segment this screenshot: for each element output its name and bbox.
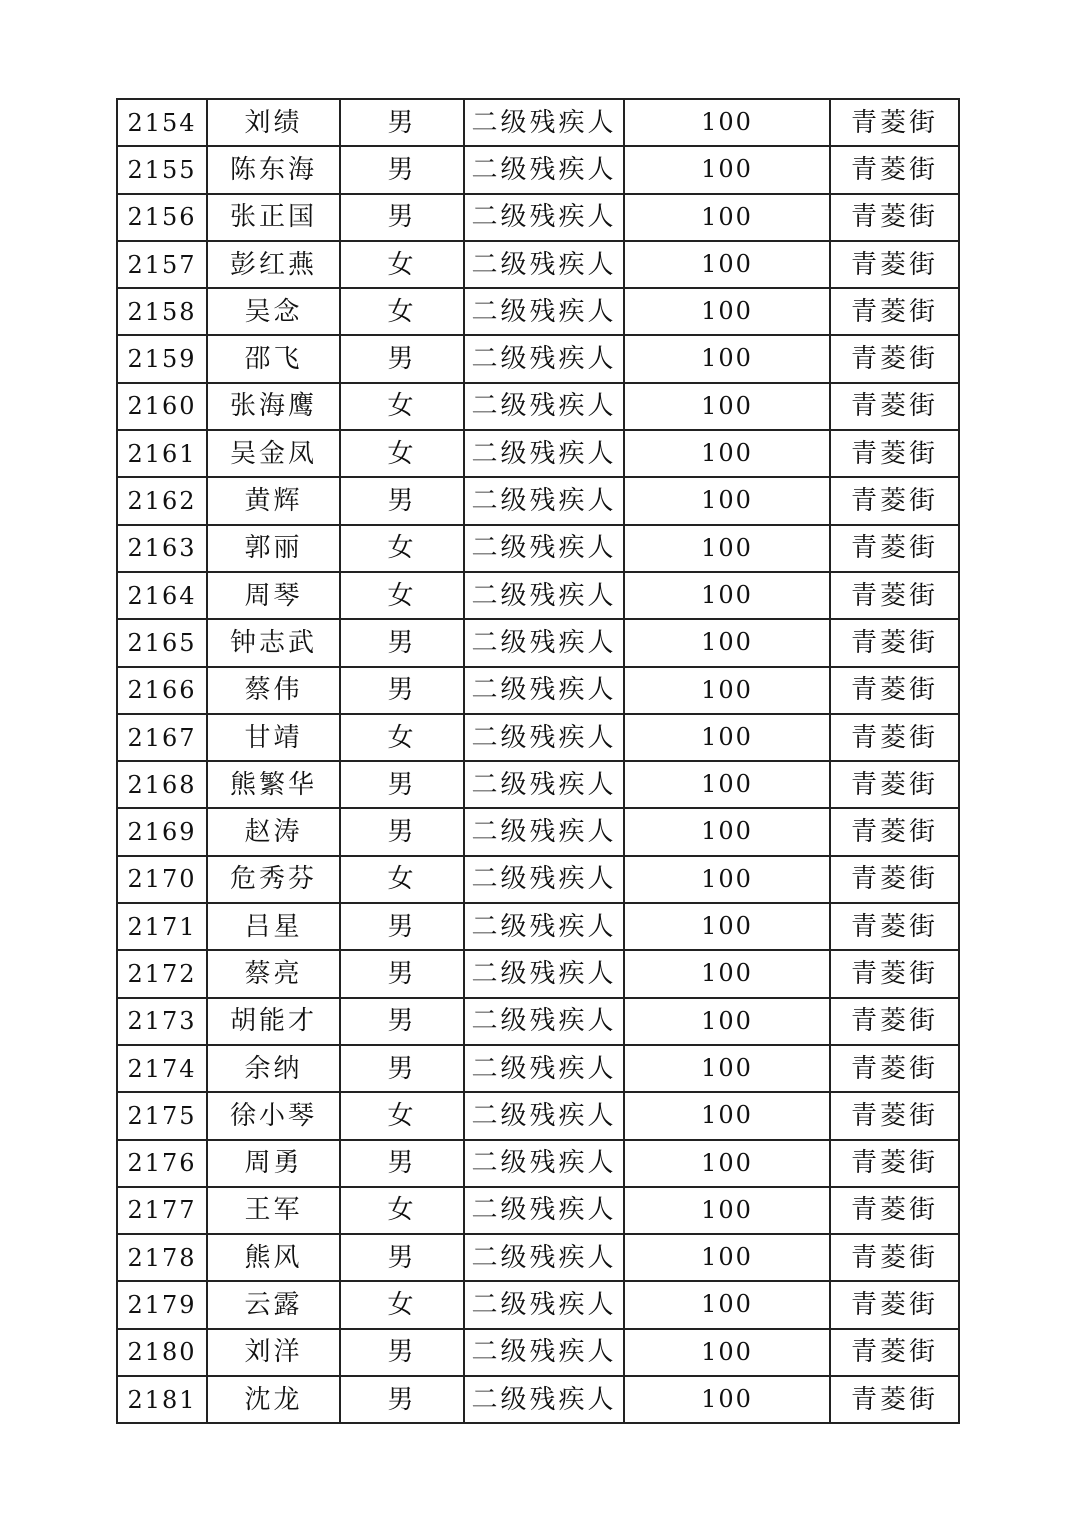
disability-level-cell: 二级残疾人 <box>464 1187 624 1234</box>
gender-cell: 男 <box>340 950 464 997</box>
amount-cell: 100 <box>624 1045 830 1092</box>
table-row <box>117 1376 959 1423</box>
street-cell: 青菱街 <box>830 714 959 761</box>
amount-cell: 100 <box>624 714 830 761</box>
row-number-cell: 2158 <box>117 288 207 335</box>
street-cell: 青菱街 <box>830 383 959 430</box>
table-row <box>117 146 959 193</box>
disability-level-cell: 二级残疾人 <box>464 1234 624 1281</box>
disability-level-cell: 二级残疾人 <box>464 761 624 808</box>
name-cell: 陈东海 <box>207 146 340 193</box>
amount-cell: 100 <box>624 667 830 714</box>
table-row <box>117 619 959 666</box>
name-cell: 周勇 <box>207 1140 340 1187</box>
name-cell: 云露 <box>207 1281 340 1328</box>
street-cell: 青菱街 <box>830 477 959 524</box>
amount-cell: 100 <box>624 856 830 903</box>
row-number-cell: 2167 <box>117 714 207 761</box>
name-cell: 蔡亮 <box>207 950 340 997</box>
row-number-cell: 2157 <box>117 241 207 288</box>
gender-cell: 男 <box>340 903 464 950</box>
gender-cell: 女 <box>340 1092 464 1139</box>
street-cell: 青菱街 <box>830 146 959 193</box>
table-row <box>117 335 959 382</box>
gender-cell: 男 <box>340 335 464 382</box>
street-cell: 青菱街 <box>830 950 959 997</box>
row-number-cell: 2173 <box>117 998 207 1045</box>
street-cell: 青菱街 <box>830 856 959 903</box>
name-cell: 刘绩 <box>207 99 340 146</box>
gender-cell: 女 <box>340 1281 464 1328</box>
gender-cell: 男 <box>340 194 464 241</box>
gender-cell: 男 <box>340 99 464 146</box>
name-cell: 郭丽 <box>207 525 340 572</box>
table-row <box>117 430 959 477</box>
name-cell: 王军 <box>207 1187 340 1234</box>
disability-level-cell: 二级残疾人 <box>464 1281 624 1328</box>
gender-cell: 男 <box>340 1234 464 1281</box>
row-number-cell: 2154 <box>117 99 207 146</box>
table-row <box>117 808 959 855</box>
street-cell: 青菱街 <box>830 808 959 855</box>
street-cell: 青菱街 <box>830 430 959 477</box>
row-number-cell: 2168 <box>117 761 207 808</box>
street-cell: 青菱街 <box>830 1092 959 1139</box>
gender-cell: 男 <box>340 998 464 1045</box>
amount-cell: 100 <box>624 1281 830 1328</box>
amount-cell: 100 <box>624 146 830 193</box>
disability-level-cell: 二级残疾人 <box>464 1092 624 1139</box>
disability-level-cell: 二级残疾人 <box>464 619 624 666</box>
amount-cell: 100 <box>624 950 830 997</box>
gender-cell: 女 <box>340 1187 464 1234</box>
table-row <box>117 241 959 288</box>
table-row <box>117 572 959 619</box>
amount-cell: 100 <box>624 241 830 288</box>
disability-level-cell: 二级残疾人 <box>464 1045 624 1092</box>
disability-level-cell: 二级残疾人 <box>464 194 624 241</box>
amount-cell: 100 <box>624 1376 830 1423</box>
disability-level-cell: 二级残疾人 <box>464 477 624 524</box>
street-cell: 青菱街 <box>830 241 959 288</box>
name-cell: 胡能才 <box>207 998 340 1045</box>
gender-cell: 女 <box>340 714 464 761</box>
gender-cell: 男 <box>340 1329 464 1376</box>
disability-level-cell: 二级残疾人 <box>464 903 624 950</box>
disability-level-cell: 二级残疾人 <box>464 146 624 193</box>
table-row <box>117 1092 959 1139</box>
street-cell: 青菱街 <box>830 1187 959 1234</box>
street-cell: 青菱街 <box>830 1329 959 1376</box>
gender-cell: 女 <box>340 525 464 572</box>
row-number-cell: 2156 <box>117 194 207 241</box>
row-number-cell: 2155 <box>117 146 207 193</box>
street-cell: 青菱街 <box>830 1234 959 1281</box>
name-cell: 沈龙 <box>207 1376 340 1423</box>
amount-cell: 100 <box>624 903 830 950</box>
disability-level-cell: 二级残疾人 <box>464 335 624 382</box>
disability-level-cell: 二级残疾人 <box>464 430 624 477</box>
gender-cell: 男 <box>340 1140 464 1187</box>
name-cell: 邵飞 <box>207 335 340 382</box>
amount-cell: 100 <box>624 430 830 477</box>
amount-cell: 100 <box>624 477 830 524</box>
name-cell: 张海鹰 <box>207 383 340 430</box>
gender-cell: 女 <box>340 241 464 288</box>
table-row <box>117 288 959 335</box>
name-cell: 黄辉 <box>207 477 340 524</box>
street-cell: 青菱街 <box>830 1140 959 1187</box>
amount-cell: 100 <box>624 1234 830 1281</box>
amount-cell: 100 <box>624 288 830 335</box>
row-number-cell: 2174 <box>117 1045 207 1092</box>
amount-cell: 100 <box>624 1092 830 1139</box>
table-row <box>117 761 959 808</box>
street-cell: 青菱街 <box>830 1376 959 1423</box>
name-cell: 熊繁华 <box>207 761 340 808</box>
table-row <box>117 99 959 146</box>
name-cell: 吕星 <box>207 903 340 950</box>
amount-cell: 100 <box>624 761 830 808</box>
street-cell: 青菱街 <box>830 335 959 382</box>
street-cell: 青菱街 <box>830 99 959 146</box>
row-number-cell: 2181 <box>117 1376 207 1423</box>
street-cell: 青菱街 <box>830 288 959 335</box>
gender-cell: 女 <box>340 572 464 619</box>
amount-cell: 100 <box>624 572 830 619</box>
street-cell: 青菱街 <box>830 998 959 1045</box>
amount-cell: 100 <box>624 1140 830 1187</box>
amount-cell: 100 <box>624 99 830 146</box>
name-cell: 徐小琴 <box>207 1092 340 1139</box>
street-cell: 青菱街 <box>830 194 959 241</box>
disability-level-cell: 二级残疾人 <box>464 856 624 903</box>
disability-level-cell: 二级残疾人 <box>464 950 624 997</box>
row-number-cell: 2165 <box>117 619 207 666</box>
name-cell: 危秀芬 <box>207 856 340 903</box>
name-cell: 吴念 <box>207 288 340 335</box>
row-number-cell: 2170 <box>117 856 207 903</box>
gender-cell: 男 <box>340 146 464 193</box>
disability-level-cell: 二级残疾人 <box>464 288 624 335</box>
name-cell: 蔡伟 <box>207 667 340 714</box>
row-number-cell: 2177 <box>117 1187 207 1234</box>
disability-level-cell: 二级残疾人 <box>464 808 624 855</box>
amount-cell: 100 <box>624 808 830 855</box>
row-number-cell: 2178 <box>117 1234 207 1281</box>
row-number-cell: 2163 <box>117 525 207 572</box>
row-number-cell: 2180 <box>117 1329 207 1376</box>
street-cell: 青菱街 <box>830 667 959 714</box>
disability-level-cell: 二级残疾人 <box>464 99 624 146</box>
table-row <box>117 1234 959 1281</box>
gender-cell: 男 <box>340 761 464 808</box>
amount-cell: 100 <box>624 335 830 382</box>
gender-cell: 女 <box>340 856 464 903</box>
gender-cell: 男 <box>340 667 464 714</box>
table-row <box>117 477 959 524</box>
row-number-cell: 2159 <box>117 335 207 382</box>
row-number-cell: 2164 <box>117 572 207 619</box>
name-cell: 吴金凤 <box>207 430 340 477</box>
disability-level-cell: 二级残疾人 <box>464 667 624 714</box>
name-cell: 赵涛 <box>207 808 340 855</box>
disability-level-cell: 二级残疾人 <box>464 525 624 572</box>
amount-cell: 100 <box>624 194 830 241</box>
table-row <box>117 998 959 1045</box>
disability-level-cell: 二级残疾人 <box>464 714 624 761</box>
amount-cell: 100 <box>624 1187 830 1234</box>
disability-level-cell: 二级残疾人 <box>464 998 624 1045</box>
row-number-cell: 2175 <box>117 1092 207 1139</box>
street-cell: 青菱街 <box>830 903 959 950</box>
row-number-cell: 2161 <box>117 430 207 477</box>
street-cell: 青菱街 <box>830 572 959 619</box>
name-cell: 彭红燕 <box>207 241 340 288</box>
table-row <box>117 1140 959 1187</box>
gender-cell: 女 <box>340 288 464 335</box>
disability-level-cell: 二级残疾人 <box>464 1329 624 1376</box>
disability-level-cell: 二级残疾人 <box>464 1140 624 1187</box>
gender-cell: 女 <box>340 430 464 477</box>
row-number-cell: 2179 <box>117 1281 207 1328</box>
roster-table-body <box>117 99 959 1423</box>
name-cell: 熊风 <box>207 1234 340 1281</box>
table-row <box>117 667 959 714</box>
table-row <box>117 903 959 950</box>
disability-level-cell: 二级残疾人 <box>464 1376 624 1423</box>
amount-cell: 100 <box>624 525 830 572</box>
table-row <box>117 194 959 241</box>
table-row <box>117 1281 959 1328</box>
row-number-cell: 2169 <box>117 808 207 855</box>
street-cell: 青菱街 <box>830 1045 959 1092</box>
gender-cell: 女 <box>340 383 464 430</box>
row-number-cell: 2166 <box>117 667 207 714</box>
row-number-cell: 2172 <box>117 950 207 997</box>
amount-cell: 100 <box>624 383 830 430</box>
table-row <box>117 950 959 997</box>
amount-cell: 100 <box>624 619 830 666</box>
disability-level-cell: 二级残疾人 <box>464 383 624 430</box>
table-row <box>117 1329 959 1376</box>
name-cell: 周琴 <box>207 572 340 619</box>
street-cell: 青菱街 <box>830 761 959 808</box>
name-cell: 余纳 <box>207 1045 340 1092</box>
table-row <box>117 714 959 761</box>
gender-cell: 男 <box>340 619 464 666</box>
gender-cell: 男 <box>340 1376 464 1423</box>
street-cell: 青菱街 <box>830 1281 959 1328</box>
amount-cell: 100 <box>624 998 830 1045</box>
name-cell: 钟志武 <box>207 619 340 666</box>
street-cell: 青菱街 <box>830 525 959 572</box>
amount-cell: 100 <box>624 1329 830 1376</box>
table-row <box>117 856 959 903</box>
street-cell: 青菱街 <box>830 619 959 666</box>
roster-table <box>116 98 960 1424</box>
row-number-cell: 2171 <box>117 903 207 950</box>
table-row <box>117 383 959 430</box>
gender-cell: 男 <box>340 808 464 855</box>
gender-cell: 男 <box>340 1045 464 1092</box>
name-cell: 张正国 <box>207 194 340 241</box>
row-number-cell: 2176 <box>117 1140 207 1187</box>
table-row <box>117 1187 959 1234</box>
name-cell: 甘靖 <box>207 714 340 761</box>
table-row <box>117 1045 959 1092</box>
disability-level-cell: 二级残疾人 <box>464 241 624 288</box>
table-row <box>117 525 959 572</box>
gender-cell: 男 <box>340 477 464 524</box>
name-cell: 刘洋 <box>207 1329 340 1376</box>
disability-level-cell: 二级残疾人 <box>464 572 624 619</box>
row-number-cell: 2162 <box>117 477 207 524</box>
row-number-cell: 2160 <box>117 383 207 430</box>
